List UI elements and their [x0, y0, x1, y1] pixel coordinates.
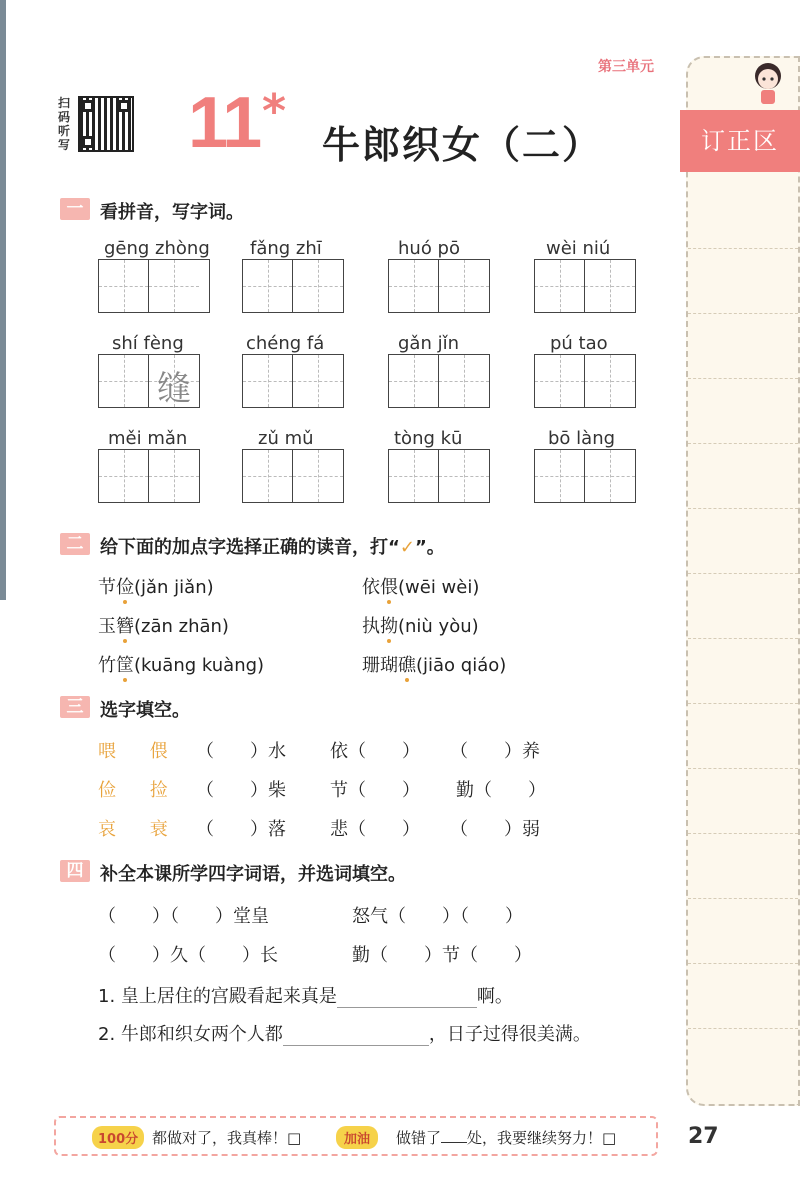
lesson-number: 11: [188, 83, 261, 163]
pronunciation-item[interactable]: 珊瑚礁(jiāo qiáo): [362, 655, 507, 676]
pinyin: pú tao: [550, 333, 608, 354]
pinyin: wèi niú: [546, 238, 611, 259]
correction-tab: 订正区: [680, 110, 800, 172]
fill-blank[interactable]: （ ）弱: [450, 819, 540, 840]
fill-blank[interactable]: （ ）养: [450, 741, 540, 762]
footer-text-2[interactable]: 做错了 处，我要继续努力！□: [396, 1129, 617, 1147]
section-title-3: 选字填空。: [100, 700, 190, 721]
char-boxes[interactable]: [242, 449, 344, 503]
char-box[interactable]: [293, 260, 343, 312]
word-item-1: [98, 238, 210, 313]
question-1: 1. 皇上居住的宫殿看起来真是 啊。: [98, 986, 513, 1007]
char-choice: 哀 衰: [98, 819, 182, 840]
fill-blank[interactable]: 依（ ）: [330, 741, 420, 762]
section-badge-4: 四: [60, 860, 90, 882]
char-boxes[interactable]: [388, 259, 490, 313]
pronunciation-item[interactable]: 依偎(wēi wèi): [362, 577, 480, 598]
word-item-2: [242, 238, 344, 313]
char-box[interactable]: [439, 450, 489, 502]
fill-blank[interactable]: 悲（ ）: [330, 819, 420, 840]
char-box[interactable]: [243, 260, 293, 312]
word-item-9: [98, 428, 200, 503]
footer-text-1[interactable]: 都做对了，我真棒！□: [152, 1129, 302, 1147]
word-item-12: [534, 428, 636, 503]
char-box[interactable]: [99, 450, 149, 502]
answer-line[interactable]: [283, 1027, 429, 1046]
char-boxes[interactable]: [388, 354, 490, 408]
idiom-blank[interactable]: 怒气（ ）（ ）: [352, 906, 523, 927]
word-item-11: [388, 428, 490, 503]
pinyin: gēng zhòng: [104, 238, 210, 259]
char-boxes[interactable]: [534, 259, 636, 313]
word-item-8: [534, 333, 636, 408]
lesson-star: *: [262, 84, 287, 138]
char-box[interactable]: [149, 260, 199, 312]
char-box[interactable]: [585, 260, 635, 312]
self-check-footer: [54, 1116, 658, 1156]
question-2: 2. 牛郎和织女两个人都 ，日子过得很美满。: [98, 1024, 591, 1045]
char-boxes[interactable]: [388, 449, 490, 503]
char-box[interactable]: [535, 260, 585, 312]
idiom-blank[interactable]: （ ）（ ）堂皇: [98, 906, 269, 927]
char-boxes[interactable]: [242, 259, 344, 313]
word-item-10: [242, 428, 344, 503]
char-box[interactable]: [389, 260, 439, 312]
pinyin: fǎng zhī: [250, 238, 322, 259]
pinyin: shí fèng: [112, 333, 184, 354]
word-item-3: [388, 238, 490, 313]
page-title: 牛郎织女（二）: [322, 123, 603, 167]
qr-label: 扫码听写: [58, 96, 71, 152]
char-boxes[interactable]: [98, 449, 200, 503]
word-item-4: [534, 238, 636, 313]
fill-blank[interactable]: （ ）柴: [196, 780, 286, 801]
char-box[interactable]: [439, 355, 489, 407]
word-item-5: [98, 333, 200, 408]
char-boxes[interactable]: [98, 259, 210, 313]
unit-label: 第三单元: [598, 59, 654, 75]
pinyin: měi mǎn: [108, 428, 188, 449]
answer-line[interactable]: [337, 989, 477, 1008]
char-box[interactable]: [293, 355, 343, 407]
word-item-6: [242, 333, 344, 408]
char-box[interactable]: [535, 355, 585, 407]
section-title-4: 补全本课所学四字词语，并选词填空。: [100, 864, 406, 885]
page-edge-shadow: [0, 0, 6, 600]
checkmark-icon: ✓: [399, 537, 415, 558]
char-box[interactable]: [149, 450, 199, 502]
char-box[interactable]: [99, 260, 149, 312]
fill-blank[interactable]: （ ）落: [196, 819, 286, 840]
pinyin: chéng fá: [246, 333, 325, 354]
char-choice: 俭 捡: [98, 780, 182, 801]
pinyin: gǎn jǐn: [398, 333, 459, 354]
char-box[interactable]: [389, 355, 439, 407]
section-title-2: 给下面的加点字选择正确的读音，打“✓”。: [100, 537, 445, 558]
pinyin: tòng kū: [394, 428, 463, 449]
char-boxes[interactable]: [534, 354, 636, 408]
score-badge: 100分: [92, 1126, 144, 1149]
fill-blank[interactable]: （ ）水: [196, 741, 286, 762]
fill-blank[interactable]: 节（ ）: [330, 780, 420, 801]
char-box[interactable]: [585, 450, 635, 502]
section-badge-2: 二: [60, 533, 90, 555]
pinyin: zǔ mǔ: [258, 428, 314, 449]
pronunciation-item[interactable]: 玉簪(zān zhān): [98, 616, 229, 637]
section-badge-1: 一: [60, 198, 90, 220]
idiom-blank[interactable]: （ ）久（ ）长: [98, 945, 278, 966]
page-number: 27: [688, 1124, 719, 1149]
cheer-badge: 加油: [336, 1126, 378, 1149]
word-item-7: [388, 333, 490, 408]
char-box[interactable]: [535, 450, 585, 502]
section-badge-3: 三: [60, 696, 90, 718]
char-boxes[interactable]: [534, 449, 636, 503]
pronunciation-item[interactable]: 竹筐(kuāng kuàng): [98, 655, 265, 676]
char-choice: 喂 偎: [98, 741, 182, 762]
char-box[interactable]: [585, 355, 635, 407]
char-boxes[interactable]: [98, 354, 200, 408]
char-box[interactable]: [99, 355, 149, 407]
qr-code-icon[interactable]: [78, 96, 134, 152]
char-box[interactable]: [389, 450, 439, 502]
char-box[interactable]: 缝: [149, 355, 199, 407]
pronunciation-item[interactable]: 节俭(jǎn jiǎn): [98, 577, 214, 598]
char-box[interactable]: [439, 260, 489, 312]
pinyin: bō làng: [548, 428, 616, 449]
char-box[interactable]: [243, 355, 293, 407]
correction-area[interactable]: [686, 56, 800, 1106]
char-box[interactable]: [243, 450, 293, 502]
pinyin: huó pō: [398, 238, 460, 259]
char-boxes[interactable]: [242, 354, 344, 408]
pronunciation-item[interactable]: 执拗(niù yòu): [362, 616, 479, 637]
fill-blank[interactable]: 勤（ ）: [456, 780, 546, 801]
char-box[interactable]: [293, 450, 343, 502]
section-title-1: 看拼音，写字词。: [100, 202, 244, 223]
girl-avatar-icon: [748, 60, 788, 110]
idiom-blank[interactable]: 勤（ ）节（ ）: [352, 945, 532, 966]
